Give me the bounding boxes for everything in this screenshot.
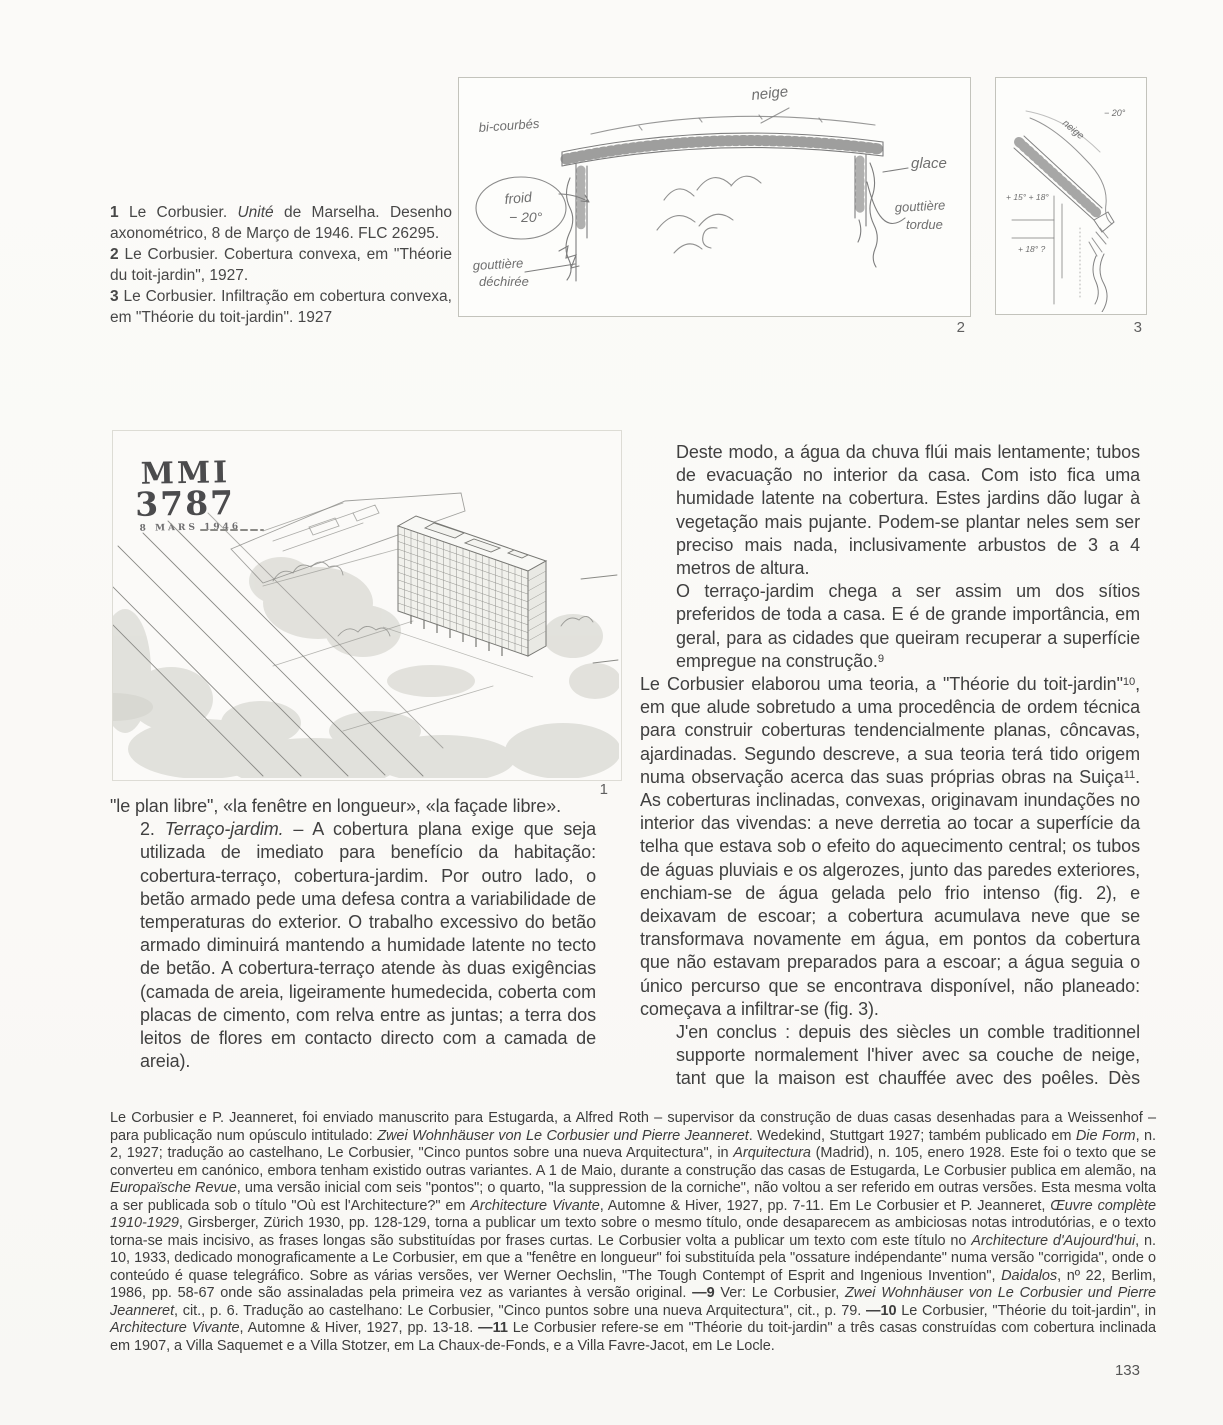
fig2-annotation-neige: neige	[750, 83, 789, 104]
figure-captions	[110, 202, 452, 328]
left-column-lead-line: "le plan libre", «la fenêtre en longueur», «la façade libre».	[110, 796, 561, 816]
right-text-column	[640, 441, 1140, 1091]
right-column-quote-1: Deste modo, a água da chuva flúi mais lentamente; tubos de evacuação no interior da casa. Com isto fica uma humidade latente na cobertura. Estes jardins dão lugar à vegetação mais pujante. Podem-se plantar neles sem ser preciso mais nada, inclusivamente arbustos de 3 a 4 metros de altura.	[676, 442, 1140, 579]
right-column-quote-french: J'en conclus : depuis des siècles un comble traditionnel supporte normalement l'hiver avec sa couche de neige, tant que la maison est chauffée avec des poêles. Dès	[676, 1022, 1140, 1089]
fig2-annotation-gouttiere-tordue-1: gouttière	[894, 197, 946, 215]
left-text-column	[110, 795, 596, 1073]
figure-2-convex-roof-sketch	[458, 77, 971, 317]
page-number: 133	[1114, 1362, 1140, 1379]
fig2-sketch-drawing	[459, 78, 968, 314]
right-column-quote-2: O terraço-jardim chega a ser assim um dos sítios preferidos de toda a casa. E é de grande importância, em geral, para as cidades que queiram recuperar a superfície empregue na construção.$^9$	[676, 581, 1140, 671]
fig2-annotation-gouttiere-tordue-2: tordue	[906, 217, 943, 232]
figure-2-number: 2	[956, 319, 965, 336]
caption-fig2: 2 Le Corbusier. Cobertura convexa, em "Théorie du toit-jardin", 1927.	[110, 246, 452, 284]
figure-3-infiltration-sketch	[995, 77, 1147, 315]
fig1-drawing	[113, 431, 619, 778]
caption-fig1: 1 Le Corbusier. Unité de Marselha. Desenho axonométrico, 8 de Março de 1946. FLC 26295.	[110, 204, 452, 242]
fig2-annotation-gouttiere-dechiree-1: gouttière	[472, 255, 524, 273]
fig2-annotation-froid: froid	[503, 188, 533, 207]
fig3-annotation-neige: neige	[1060, 117, 1086, 143]
right-column-paragraph: Le Corbusier elaborou uma teoria, a "Théorie du toit-jardin"$^{10}$, em que alude sobretudo a uma procedência de ordem técnica para construir coberturas tendencialmente planas, côncavas, ajardinadas. Segundo descreve, a sua teoria terá tido origem numa observação acerca das suas próprias obras na Suiça$^{11}$. As coberturas inclinadas, convexas, originavam inundações no interior das vivendas: a neve derretia ao tocar a superfície da telha que estava sob o efeito do aquecimento central; os tubos de águas pluviais e os algerozes, junto das paredes exteriores, enchiam-se de água gelada pelo frio intenso (fig. 2), e deixavam de escoar; a cobertura acumulava neve que se transformava novamente em água, em pontos da cobertura que não estavam preparados para a escoar; a água seguia o único percurso que se encontrava disponível, não planeado: começava a infiltrar-se (fig. 3).	[640, 674, 1140, 1019]
caption-fig3: 3 Le Corbusier. Infiltração em cobertura convexa, em "Théorie du toit-jardin". 1927	[110, 288, 452, 326]
fig3-annotation-cold: − 20°	[1104, 108, 1126, 118]
figure-1-axonometric-drawing	[112, 430, 622, 781]
fig3-sketch-drawing	[996, 78, 1144, 312]
archive-stamp-line2: 3787	[134, 483, 236, 524]
archive-stamp-date: 8 MARS 1946	[139, 521, 242, 534]
fig2-annotation-froid-temp: − 20°	[509, 209, 543, 225]
figure-3-number: 3	[1133, 319, 1142, 336]
footnotes-block	[110, 1110, 1156, 1355]
footnotes-text: Le Corbusier e P. Jeanneret, foi enviado manuscrito para Estugarda, a Alfred Roth – supervisor da construção de duas casas desenhadas para a Weissenhof – para publicação num opúsculo intitulado: Zwei Wohnhäuser von Le Corbusier und Pierre Jeanneret. Wedekind, Stuttgart 1927; também publicado em Die Form, n. 2, 1927; tradução ao castelhano, Le Corbusier, "Cinco puntos sobre una nueva Arquitectura", in Arquitectura (Madrid), n. 105, enero 1928. Este foi o texto que se converteu em canónico, embora tenham existido outras variantes. A 1 de Maio, durante a construção das casas de Estugarda, Le Corbusier publica em alemão, na Europaïsche Revue, uma versão inicial com seis "pontos"; o quarto, "la suppression de la corniche", não voltou a ser referido em outras versões. Esta mesma volta a ser publicada sob o título "Où est l'Architecture?" em Architecture Vivante, Automne & Hiver, 1927, pp. 7-11. Em Le Corbusier et P. Jeanneret, Œuvre complète 1910-1929, Girsberger, Zürich 1930, pp. 128-129, torna a publicar um texto sobre o mesmo título, onde desaparecem as ambiciosas notas introdutórias, e o texto torna-se mais incisivo, as frases longas são substituídas por frases curtas. Le Corbusier volta a publicar um texto com este título no Architecture d'Aujourd'hui, n. 10, 1933, dedicado monograficamente a Le Corbusier, em que a "fenêtre en longueur" foi substituída pela "ossature indépendante" numa versão "corrigida", onde o conteúdo é quase telegráfico. Sobre as várias versões, ver Werner Oechslin, "The Tough Contempt of Esprit and Ingenious Invention", Daidalos, nº 22, Berlim, 1986, pp. 58-67 onde são assinaladas pela primeira vez as variantes à versão original. —9 Ver: Le Corbusier, Zwei Wohnhäuser von Le Corbusier und Pierre Jeanneret, cit., p. 6. Tradução ao castelhano: Le Corbusier, "Cinco puntos sobre una nueva Arquitectura", cit., p. 79. —10 Le Corbusier, "Théorie du toit-jardin", in Architecture Vivante, Automne & Hiver, 1927, pp. 13-18. —11 Le Corbusier refere-se em "Théorie du toit-jardin" a três casas construídas com cobertura inclinada em 1907, a Villa Saquemet e a Villa Stotzer, em La Chaux-de-Fonds, e a Villa Favre-Jacot, em Le Locle.	[110, 1110, 1157, 1354]
fig3-annotation-temp-mid: + 15° + 18°	[1006, 192, 1049, 202]
figure-1-number: 1	[599, 781, 608, 798]
fig2-annotation-bicourbes: bi-courbés	[478, 115, 540, 135]
left-column-quote-terraco-jardim: 2. Terraço-jardim. – A cobertura plana exige que seja utilizada de imediato para benefício da habitação: cobertura-terraço, cobertura-jardim. Por outro lado, o betão armado pede uma defesa contra a variabilidade de temperaturas do exterior. O trabalho excessivo do betão armado diminuirá mantendo a humidade latente no tecto de betão. A cobertura-terraço atende às duas exigências (camada de areia, ligeiramente humedecida, coberta com placas de cimento, com relva entre as juntas; a terra dos leitos de flores em contacto directo com a camada de areia).	[140, 819, 596, 1072]
archive-stamp-line1: MMI	[140, 455, 231, 492]
fig2-annotation-glace: glace	[911, 155, 947, 172]
fig3-annotation-temp-low: + 18° ?	[1018, 244, 1046, 254]
fig2-annotation-gouttiere-dechiree-2: déchirée	[479, 274, 529, 289]
